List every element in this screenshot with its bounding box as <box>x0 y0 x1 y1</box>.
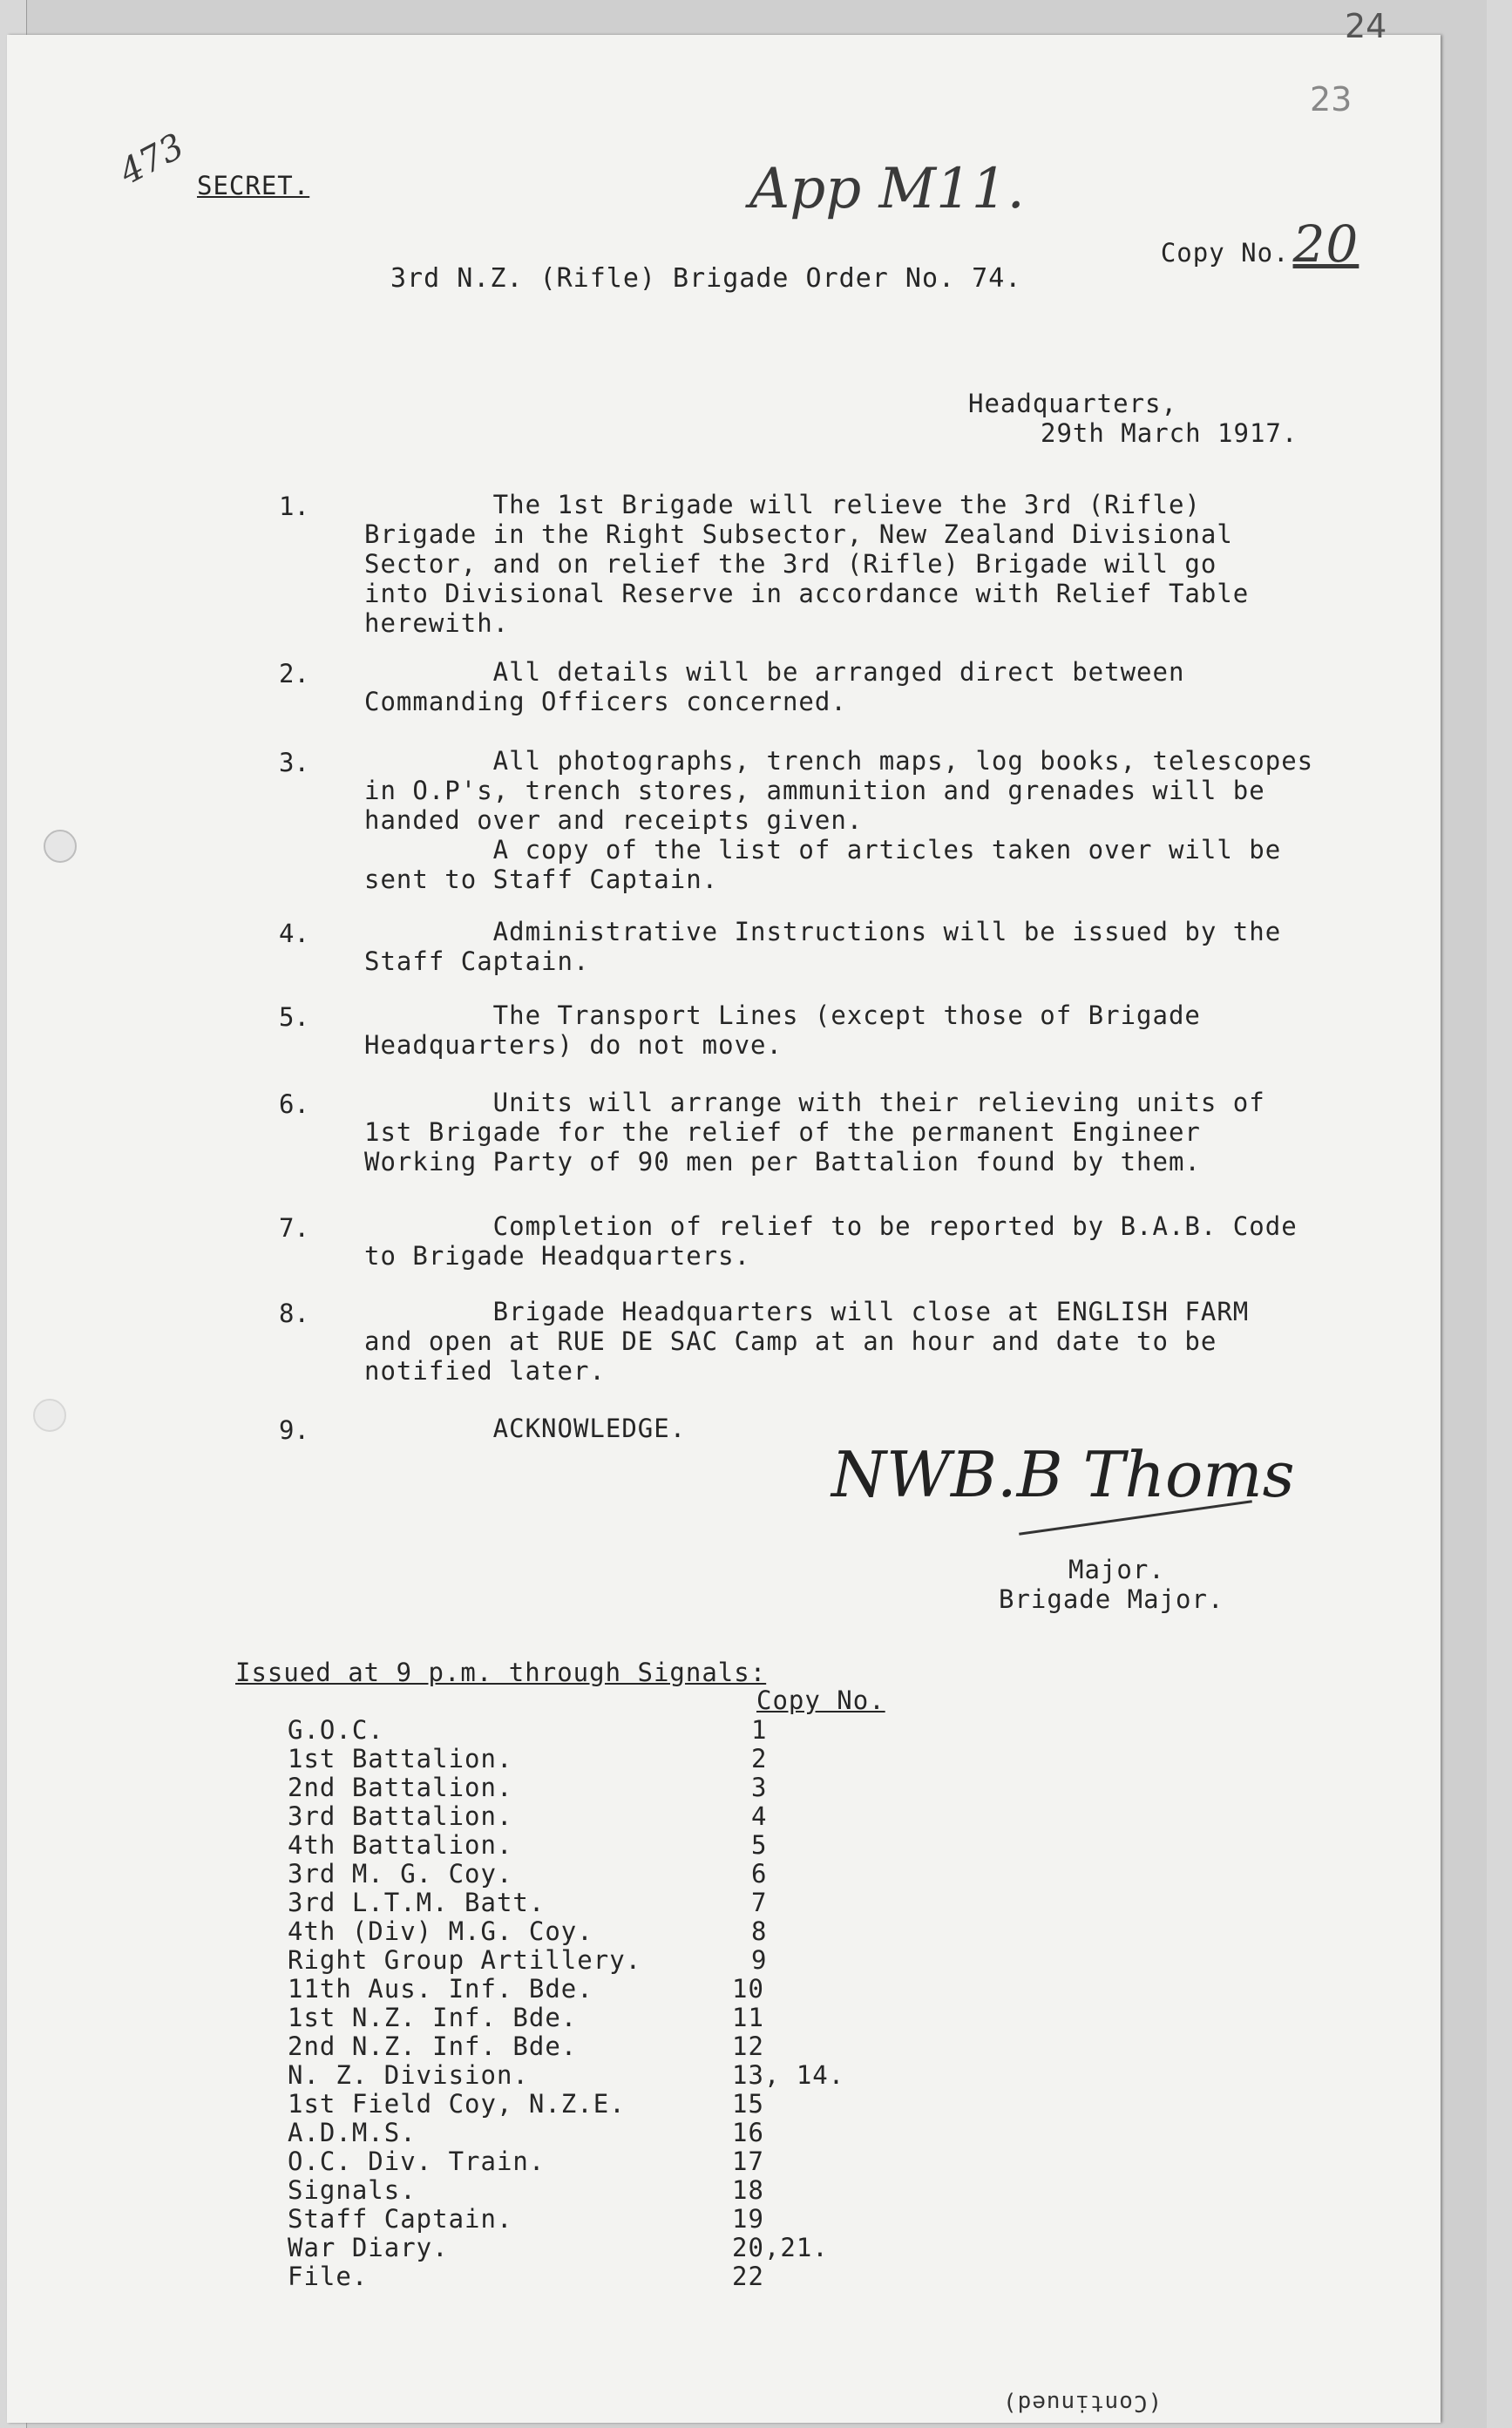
paragraph-line: Brigade Headquarters will close at ENGLISH FARM <box>364 1297 1250 1326</box>
paragraph-line: Completion of relief to be reported by B.A.B. Code <box>364 1211 1298 1241</box>
recipient-copy: 10 <box>732 1974 764 2004</box>
signature: NWB.B Thoms <box>831 1438 1295 1511</box>
paragraph-line: The 1st Brigade will relieve the 3rd (Rifle) <box>364 490 1201 519</box>
page-number-pencil: 23 <box>1310 80 1353 119</box>
paragraph-line: Working Party of 90 men per Battalion found by them. <box>364 1147 1201 1177</box>
paragraph-line: to Brigade Headquarters. <box>364 1241 751 1271</box>
copy-label-text: Copy No. <box>1160 238 1290 268</box>
paragraph-line: Sector, and on relief the 3rd (Rifle) Brigade will go <box>364 549 1217 579</box>
paragraph-line: Brigade in the Right Subsector, New Zealand Divisional <box>364 519 1233 549</box>
order-title: 3rd N.Z. (Rifle) Brigade Order No. 74. <box>390 263 1022 294</box>
paragraph-2 <box>364 657 1512 716</box>
paragraph-line: 1st Brigade for the relief of the permanent Engineer <box>364 1117 1201 1147</box>
recipient-name: 2nd N.Z. Inf. Bde. <box>288 2031 578 2061</box>
classification-label: SECRET. <box>197 171 310 200</box>
paragraph-number-1: 1. <box>279 492 309 521</box>
recipient-copy: 20,21. <box>732 2233 829 2262</box>
distribution-heading: Issued at 9 p.m. through Signals: <box>235 1658 767 1687</box>
paragraph-number-7: 7. <box>279 1213 309 1243</box>
recipient-copy: 16 <box>732 2118 764 2147</box>
paragraph-number-4: 4. <box>279 919 309 948</box>
signatory-title: Brigade Major. <box>999 1584 1224 1614</box>
recipient-name: Right Group Artillery. <box>288 1945 642 1975</box>
recipient-copy: 12 <box>732 2031 764 2061</box>
recipient-name: O.C. Div. Train. <box>288 2147 546 2176</box>
recipient-name: 4th (Div) M.G. Coy. <box>288 1916 593 1946</box>
recipient-copy: 11 <box>732 2003 764 2032</box>
recipient-copy: 22 <box>732 2262 764 2291</box>
paragraph-line: sent to Staff Captain. <box>364 865 719 894</box>
recipient-name: 1st Battalion. <box>288 1744 513 1774</box>
continued-note: (Continued) <box>1002 2390 1163 2416</box>
recipient-name: File. <box>288 2262 369 2291</box>
paragraph-number-6: 6. <box>279 1089 309 1119</box>
recipient-name: Signals. <box>288 2175 417 2205</box>
recipient-copy: 1 <box>751 1715 768 1745</box>
recipient-name: War Diary. <box>288 2233 449 2262</box>
paragraph-number-3: 3. <box>279 748 309 777</box>
handwritten-reference: App M11. <box>749 157 1025 221</box>
margin-note: 473 <box>112 125 191 193</box>
paragraph-line: notified later. <box>364 1356 606 1386</box>
copy-label <box>1096 185 1359 303</box>
signatory-rank: Major. <box>1068 1555 1165 1584</box>
headquarters-label: Headquarters, <box>968 389 1177 418</box>
copy-number-header: Copy No. <box>756 1685 885 1715</box>
recipient-copy: 8 <box>751 1916 768 1946</box>
order-date: 29th March 1917. <box>1041 418 1298 448</box>
paragraph-line: handed over and receipts given. <box>364 805 864 835</box>
recipient-copy: 7 <box>751 1888 768 1917</box>
paragraph-7 <box>364 1211 1512 1271</box>
paragraph-line: All photographs, trench maps, log books, telescopes <box>364 746 1314 776</box>
paragraph-number-9: 9. <box>279 1415 309 1445</box>
copy-number: 20 <box>1292 214 1359 274</box>
recipient-copy: 9 <box>751 1945 768 1975</box>
document-page <box>7 7 1441 2423</box>
paragraph-line: Headquarters) do not move. <box>364 1030 783 1060</box>
paragraph-line: A copy of the list of articles taken over will be <box>364 835 1282 865</box>
paragraph-line: in O.P's, trench stores, ammunition and grenades will be <box>364 776 1265 805</box>
paragraph-number-2: 2. <box>279 659 309 688</box>
recipient-copy: 17 <box>732 2147 764 2176</box>
recipient-name: 1st N.Z. Inf. Bde. <box>288 2003 578 2032</box>
recipient-copy: 6 <box>751 1859 768 1889</box>
recipient-copy: 13, 14. <box>732 2060 845 2090</box>
recipient-name: 3rd Battalion. <box>288 1801 513 1831</box>
paragraph-line: Commanding Officers concerned. <box>364 687 847 716</box>
recipient-name: 1st Field Coy, N.Z.E. <box>288 2089 626 2119</box>
paragraph-line: Administrative Instructions will be issued by the <box>364 917 1282 946</box>
punch-hole-upper <box>44 830 77 863</box>
recipient-copy: 2 <box>751 1744 768 1774</box>
paragraph-line: All details will be arranged direct between <box>364 657 1185 687</box>
recipient-copy: 19 <box>732 2204 764 2234</box>
paragraph-3 <box>364 746 1512 894</box>
recipient-name: A.D.M.S. <box>288 2118 417 2147</box>
paragraph-line: Units will arrange with their relieving units of <box>364 1088 1265 1117</box>
recipient-copy: 5 <box>751 1830 768 1860</box>
recipient-copy: 4 <box>751 1801 768 1831</box>
recipient-name: 3rd M. G. Coy. <box>288 1859 513 1889</box>
paragraph-5 <box>364 1000 1512 1060</box>
paragraph-line: ACKNOWLEDGE. <box>364 1414 687 1443</box>
paragraph-8 <box>364 1297 1512 1386</box>
paragraph-number-5: 5. <box>279 1002 309 1032</box>
recipient-name: N. Z. Division. <box>288 2060 529 2090</box>
paragraph-line: The Transport Lines (except those of Brigade <box>364 1000 1201 1030</box>
paragraph-line: herewith. <box>364 608 510 638</box>
recipient-name: G.O.C. <box>288 1715 384 1745</box>
paragraph-line: Staff Captain. <box>364 946 590 976</box>
punch-hole-lower <box>33 1399 66 1432</box>
recipient-name: 11th Aus. Inf. Bde. <box>288 1974 593 2004</box>
page-number-stamp: 24 <box>1345 7 1387 45</box>
paragraph-1 <box>364 490 1512 638</box>
recipient-name: 4th Battalion. <box>288 1830 513 1860</box>
recipient-copy: 18 <box>732 2175 764 2205</box>
paragraph-6 <box>364 1088 1512 1177</box>
recipient-copy: 15 <box>732 2089 764 2119</box>
recipient-name: 3rd L.T.M. Batt. <box>288 1888 546 1917</box>
paragraph-line: and open at RUE DE SAC Camp at an hour and date to be <box>364 1326 1217 1356</box>
recipient-name: Staff Captain. <box>288 2204 513 2234</box>
paragraph-line: into Divisional Reserve in accordance with Relief Table <box>364 579 1250 608</box>
recipient-copy: 3 <box>751 1773 768 1802</box>
recipient-name: 2nd Battalion. <box>288 1773 513 1802</box>
paragraph-4 <box>364 917 1512 976</box>
paragraph-number-8: 8. <box>279 1299 309 1328</box>
